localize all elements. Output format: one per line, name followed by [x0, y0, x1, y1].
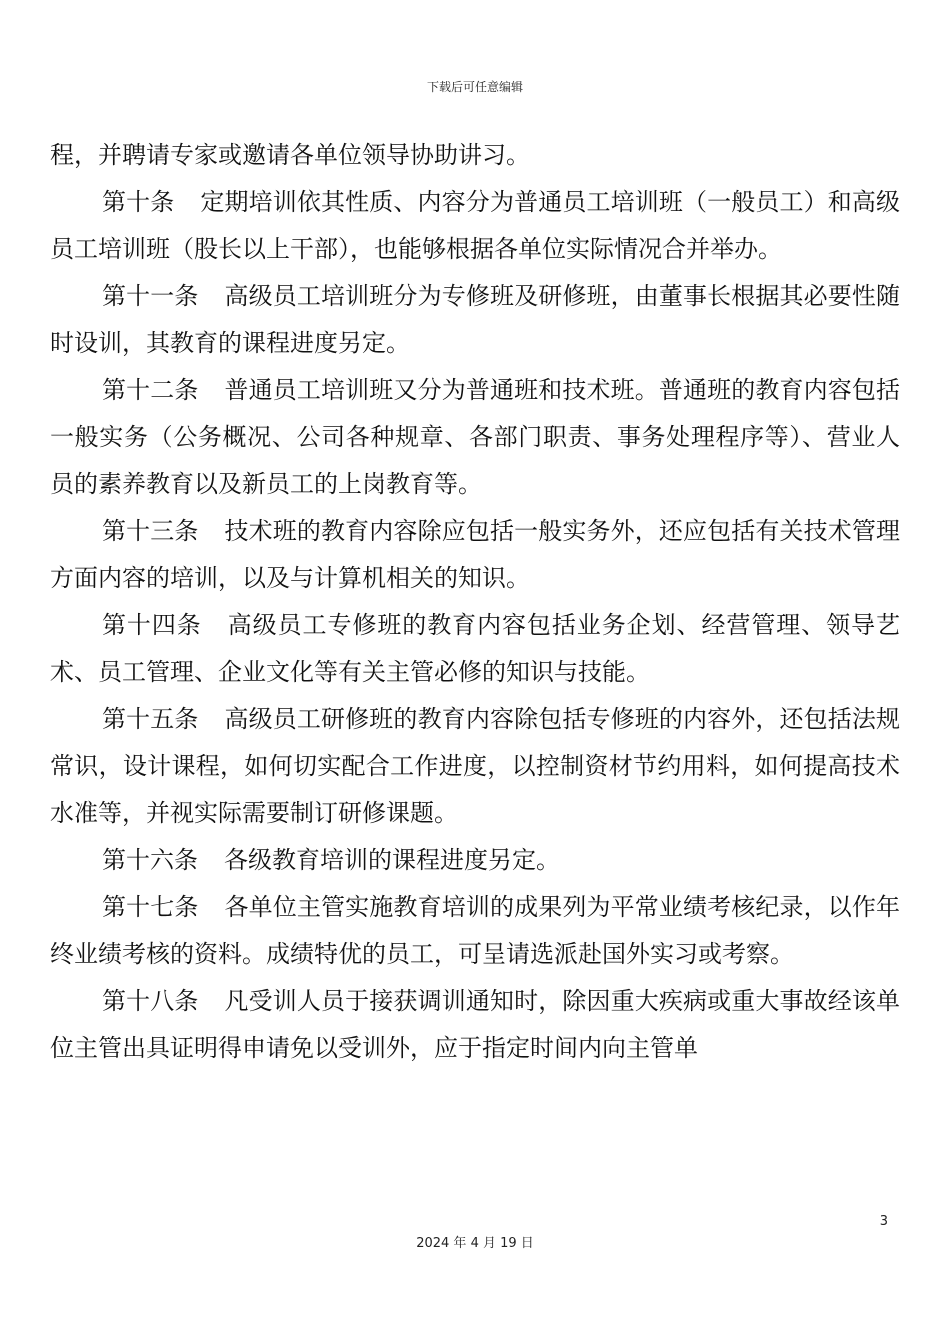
article-number: 第十六条 — [102, 846, 198, 874]
article-number: 第十四条 — [102, 611, 202, 639]
article-number: 第十五条 — [102, 705, 199, 733]
article-number: 第十一条 — [102, 282, 199, 310]
article-text: 各级教育培训的课程进度另定。 — [224, 846, 560, 874]
article-18 — [50, 978, 900, 1072]
article-text: 高级员工专修班的教育内容包括业务企划、经营管理、领导艺术、员工管理、企业文化等有关主管必修的知识与技能。 — [50, 611, 900, 686]
article-10 — [50, 179, 900, 273]
article-number: 第十八条 — [102, 987, 199, 1015]
article-13 — [50, 508, 900, 602]
document-body — [50, 132, 900, 1072]
article-number: 第十三条 — [102, 517, 199, 545]
paragraph-continuation — [50, 132, 900, 179]
article-text: 各单位主管实施教育培训的成果列为平常业绩考核纪录，以作年终业绩考核的资料。成绩特优的员工，可呈请选派赴国外实习或考察。 — [50, 893, 901, 968]
article-number: 第十条 — [102, 188, 175, 216]
article-12 — [50, 367, 900, 508]
article-number: 第十七条 — [102, 893, 199, 921]
article-text: 高级员工研修班的教育内容除包括专修班的内容外，还包括法规常识，设计课程，如何切实配合工作进度，以控制资材节约用料，如何提高技术水准等，并视实际需要制订研修课题。 — [50, 705, 901, 827]
article-text: 凡受训人员于接获调训通知时，除因重大疾病或重大事故经该单位主管出具证明得申请免以受训外，应于指定时间内向主管单 — [50, 987, 901, 1062]
article-text: 高级员工培训班分为专修班及研修班，由董事长根据其必要性随时设训，其教育的课程进度另定。 — [50, 282, 901, 357]
page-header: 下载后可任意编辑 — [426, 80, 523, 94]
page-number: 3 — [879, 1214, 888, 1229]
article-17 — [50, 884, 900, 978]
article-text: 定期培训依其性质、内容分为普通员工培训班（一般员工）和高级员工培训班（股长以上干部），也能够根据各单位实际情况合并举办。 — [50, 188, 901, 263]
article-15 — [50, 696, 900, 837]
paragraph-text: 程，并聘请专家或邀请各单位领导协助讲习。 — [50, 141, 530, 169]
footer-date: 2024 年 4 月 19 日 — [416, 1236, 534, 1251]
article-number: 第十二条 — [102, 376, 199, 404]
article-text: 技术班的教育内容除应包括一般实务外，还应包括有关技术管理方面内容的培训，以及与计算机相关的知识。 — [50, 517, 901, 592]
article-11 — [50, 273, 900, 367]
article-16 — [50, 837, 900, 884]
article-14 — [50, 602, 900, 696]
article-text: 普通员工培训班又分为普通班和技术班。普通班的教育内容包括一般实务（公务概况、公司各种规章、各部门职责、事务处理程序等）、营业人员的素养教育以及新员工的上岗教育等。 — [50, 376, 901, 498]
